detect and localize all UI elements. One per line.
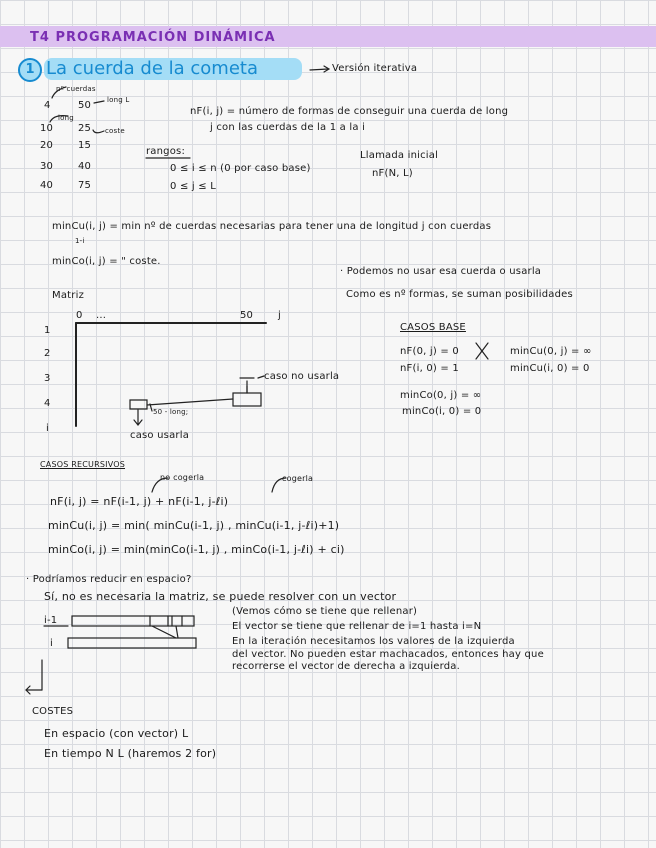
table-v-2: 25 (78, 123, 92, 134)
cost-space: En espacio (con vector) L (44, 727, 189, 740)
space-answer: Sí, no es necesaria la matriz, se puede resolver con un vector (44, 590, 397, 603)
mincu-range: 1-i (75, 237, 85, 245)
table-v-5: 75 (78, 180, 92, 191)
long-arrow (50, 116, 68, 122)
rango-i: 0 ≤ i ≤ n (0 por caso base) (170, 163, 311, 174)
nf-definition-1: nF(i, j) = número de formas de conseguir una cuerda de long (190, 106, 509, 117)
subtitle-arrow (310, 69, 328, 70)
llamada-call: nF(N, L) (372, 168, 413, 179)
table-n-4: 30 (40, 161, 54, 172)
label-long: long (58, 114, 74, 122)
vector-row-cur: i (50, 638, 53, 649)
matrix-row-2: 2 (44, 348, 51, 359)
minco-definition: minCo(i, j) = " coste. (52, 256, 161, 267)
vector-prev (72, 616, 194, 626)
note-long-l: long L (107, 96, 130, 104)
base-case-mincu-0: minCu(0, j) = ∞ (510, 346, 592, 357)
base-case-minco-0: minCo(0, j) = ∞ (400, 390, 482, 401)
section-number: 1 (18, 58, 42, 82)
space-question: · Podríamos reducir en espacio? (26, 574, 192, 585)
note-sumar: Como es nº formas, se suman posibilidades (346, 289, 573, 300)
matrix-row-3: 3 (44, 373, 51, 384)
recursive-eq-mincu: minCu(i, j) = min( minCu(i-1, j) , minCu(i-1, j-ℓi)+1) (48, 519, 340, 532)
note-usar: · Podemos no usar esa cuerda o usarla (340, 266, 542, 277)
llamada-label: Llamada inicial (360, 150, 439, 161)
space-p4: recorrerse el vector de derecha a izquierda. (232, 661, 461, 672)
recursive-eq-minco: minCo(i, j) = min(minCo(i-1, j) , minCo(i-1, j-ℓi) + ci) (48, 543, 345, 556)
section-subtitle: Versión iterativa (332, 63, 418, 74)
table-n-2: 10 (40, 123, 54, 134)
matrix-label: Matriz (52, 290, 85, 301)
space-p1: El vector se tiene que rellenar de i=1 hasta i=N (232, 621, 482, 632)
matrix-row-4: 4 (44, 398, 51, 409)
space-paren: (Vemos cómo se tiene que rellenar) (232, 606, 418, 617)
vector-cur (68, 638, 196, 648)
recursive-eq-nf: nF(i, j) = nF(i-1, j) + nF(i-1, j-ℓi) (50, 495, 229, 508)
cell-usarla (130, 400, 147, 409)
table-v-1: 50 (78, 100, 92, 111)
table-v-4: 40 (78, 161, 92, 172)
rango-j: 0 ≤ j ≤ L (170, 181, 216, 192)
recursive-title: CASOS RECURSIVOS (40, 460, 126, 469)
table-n-5: 40 (40, 180, 54, 191)
page-header: T4 PROGRAMACIÓN DINÁMICA (30, 30, 276, 45)
note-cogerla: cogerla (282, 474, 314, 483)
matrix-row-i: i (46, 423, 49, 434)
table-n-3: 20 (40, 140, 54, 151)
count-arrow (52, 87, 66, 98)
table-n-1: 4 (44, 100, 51, 111)
base-case-minco-i: minCo(i, 0) = 0 (402, 406, 482, 417)
matrix-col-0: 0 (76, 310, 83, 321)
nf-definition-2: j con las cuerdas de la 1 a la i (210, 122, 366, 133)
vector-row-prev: i-1 (44, 615, 58, 626)
space-p2: En la iteración necesitamos los valores de la izquierda (232, 636, 515, 647)
cost-time: En tiempo N L (haremos 2 for) (44, 747, 217, 760)
mincu-definition: minCu(i, j) = min nº de cuerdas necesarias para tener una de longitud j con cuerdas (52, 221, 492, 232)
caso-no-usarla: caso no usarla (264, 371, 340, 382)
note-coste: coste (105, 127, 125, 135)
rangos-label: rangos: (146, 146, 186, 157)
section-title: La cuerda de la cometa (46, 58, 259, 79)
note-no-cogerla: no cogerla (160, 473, 205, 482)
base-case-mincu-i: minCu(i, 0) = 0 (510, 363, 590, 374)
matrix-col-50: 50 (240, 310, 254, 321)
base-case-nf-i: nF(i, 0) = 1 (400, 363, 459, 374)
cell-no-usarla (233, 393, 261, 406)
table-v-3: 15 (78, 140, 92, 151)
caso-usarla: caso usarla (130, 430, 190, 441)
matrix-col-j: j (278, 310, 281, 321)
label-num-cuerdas: nº cuerdas (56, 85, 96, 93)
space-p3: del vector. No pueden estar machacados, entonces hay que (232, 649, 544, 660)
costs-title: COSTES (32, 706, 74, 717)
long-label: 50 - long; (153, 408, 189, 416)
base-case-nf-0: nF(0, j) = 0 (400, 346, 459, 357)
base-cases-title: CASOS BASE (400, 322, 466, 333)
matrix-col-dots: ... (96, 310, 107, 321)
matrix-row-1: 1 (44, 325, 51, 336)
